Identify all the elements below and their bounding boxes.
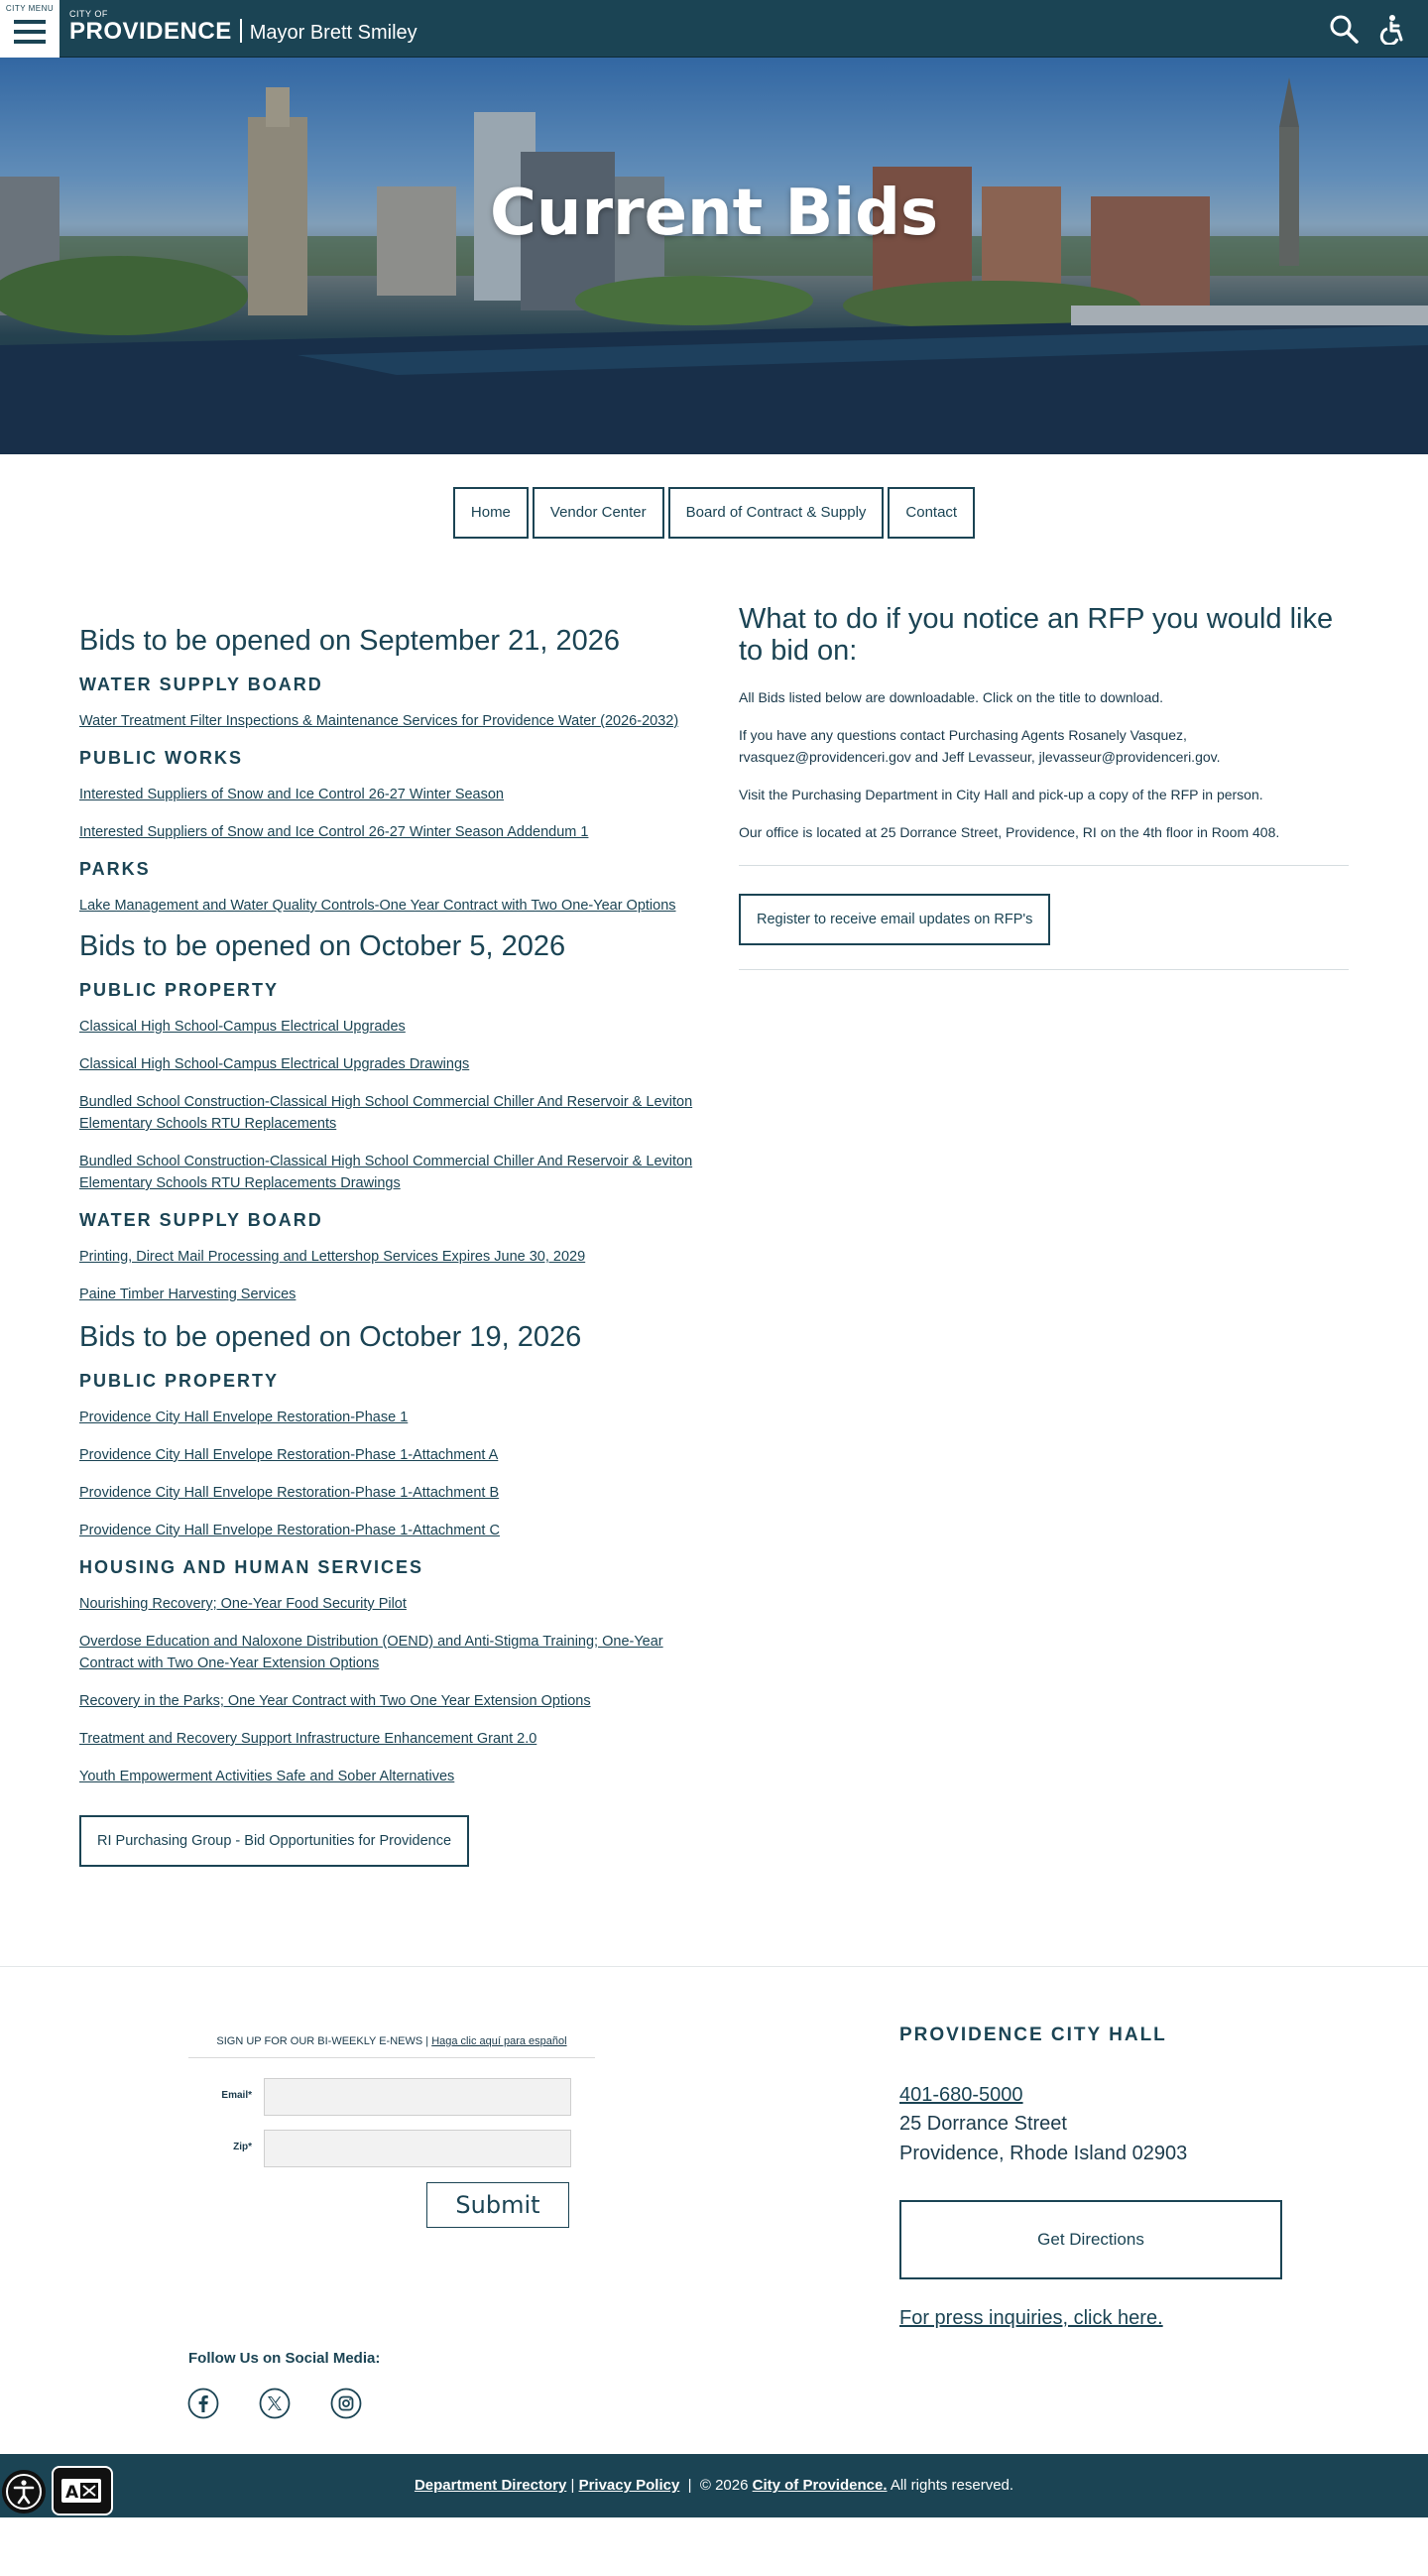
city-menu-button[interactable] — [0, 0, 60, 58]
bids-list — [79, 623, 714, 1867]
email-field[interactable] — [264, 2078, 571, 2116]
bid-link[interactable]: Lake Management and Water Quality Controls-One Year Contract with Two One-Year Options — [79, 898, 676, 914]
subnav-home[interactable]: Home — [453, 487, 529, 539]
ri-purchasing-button[interactable]: RI Purchasing Group - Bid Opportunities for Providence — [79, 1815, 469, 1867]
bid-link[interactable]: Interested Suppliers of Snow and Ice Control 26-27 Winter Season Addendum 1 — [79, 824, 589, 840]
logo-mayor: Mayor Brett Smiley — [249, 22, 417, 44]
city-of-providence-link[interactable]: City of Providence. — [752, 2477, 888, 2494]
instruction-paragraph: All Bids listed below are downloadable. Click on the title to download. — [739, 689, 1164, 705]
subnav-board-of-contract[interactable]: Board of Contract & Supply — [668, 487, 885, 539]
hero-skyline-image — [0, 58, 1428, 454]
bid-date-heading: Bids to be opened on October 19, 2026 — [79, 1321, 582, 1353]
zip-label: Zip* — [233, 2142, 252, 2152]
street-address: 25 Dorrance Street — [899, 2113, 1067, 2135]
city-hall-contact — [899, 2024, 1296, 2330]
hero-banner — [0, 58, 1428, 454]
subnav-contact[interactable]: Contact — [888, 487, 975, 539]
department-heading: WATER SUPPLY BOARD — [79, 1210, 323, 1230]
department-heading: PUBLIC PROPERTY — [79, 980, 280, 1000]
zip-row — [188, 2130, 595, 2169]
bid-link[interactable]: Providence City Hall Envelope Restoration-Phase 1-Attachment A — [79, 1447, 499, 1463]
bottom-bar — [0, 2454, 1428, 2517]
bid-link[interactable]: Classical High School-Campus Electrical Upgrades — [79, 1019, 406, 1035]
facebook-icon[interactable] — [187, 2388, 219, 2419]
bid-link[interactable]: Providence City Hall Envelope Restoration-Phase 1 — [79, 1410, 409, 1425]
footer-divider — [0, 1966, 1428, 1967]
bid-date-heading: Bids to be opened on October 5, 2026 — [79, 930, 566, 962]
city-state-zip: Providence, Rhode Island 02903 — [899, 2143, 1188, 2164]
instagram-icon[interactable] — [330, 2388, 362, 2419]
top-bar — [0, 0, 1428, 58]
bid-link[interactable]: Treatment and Recovery Support Infrastructure Enhancement Grant 2.0 — [79, 1731, 537, 1747]
accessibility-widget[interactable] — [2, 2470, 46, 2514]
spanish-link[interactable]: Haga clic aquí para español — [431, 2035, 567, 2047]
bid-link[interactable]: Providence City Hall Envelope Restoration-Phase 1-Attachment B — [79, 1485, 500, 1501]
page-title: Current Bids — [489, 177, 939, 250]
department-heading: PUBLIC WORKS — [79, 748, 243, 768]
bid-link[interactable]: Interested Suppliers of Snow and Ice Control 26-27 Winter Season — [79, 787, 504, 802]
newsletter-form — [188, 2035, 595, 2219]
city-hall-title: PROVIDENCE CITY HALL — [899, 2024, 1167, 2045]
accessibility-icon[interactable] — [1376, 13, 1408, 45]
translate-widget[interactable] — [52, 2466, 113, 2515]
department-directory-link[interactable]: Department Directory — [414, 2477, 567, 2494]
x-twitter-icon[interactable] — [259, 2388, 291, 2419]
bid-link[interactable]: Overdose Education and Naloxone Distribution (OEND) and Anti-Stigma Training; One-Year Contract with Two One-Year Extension Options — [79, 1634, 663, 1671]
svg-text:A: A — [65, 2483, 79, 2503]
get-directions-button[interactable]: Get Directions — [899, 2200, 1282, 2279]
rights-text: All rights reserved. — [887, 2477, 1014, 2494]
email-label: Email* — [221, 2090, 252, 2101]
bid-link[interactable]: Bundled School Construction-Classical High School Commercial Chiller And Reservoir & Leviton Elementary Schools RTU Replacements Drawings — [79, 1154, 693, 1191]
bid-date-heading: Bids to be opened on September 21, 2026 — [79, 625, 620, 657]
social-title: Follow Us on Social Media: — [188, 2350, 381, 2367]
sub-navigation — [0, 487, 1428, 539]
copyright-text: | © 2026 — [679, 2477, 753, 2494]
phone-link[interactable]: 401-680-5000 — [899, 2084, 1023, 2106]
instruction-paragraph: Visit the Purchasing Department in City Hall and pick-up a copy of the RFP in person. — [739, 787, 1263, 802]
logo-city-name: PROVIDENCE — [69, 18, 232, 45]
footer-divider-text: | — [566, 2477, 579, 2494]
instruction-paragraph: Our office is located at 25 Dorrance Street, Providence, RI on the 4th floor in Room 408. — [739, 824, 1280, 840]
rfp-instructions — [739, 603, 1349, 970]
logo-divider — [240, 19, 242, 43]
rfp-instructions-title: What to do if you notice an RFP you would like to bid on: — [739, 603, 1334, 667]
bid-link[interactable]: Water Treatment Filter Inspections & Maintenance Services for Providence Water (2026-2032) — [79, 713, 679, 729]
department-heading: PARKS — [79, 859, 151, 879]
accessibility-person-icon — [2, 2470, 46, 2514]
site-logo[interactable] — [69, 9, 417, 46]
search-icon[interactable] — [1328, 13, 1360, 45]
department-heading: PUBLIC PROPERTY — [79, 1371, 280, 1391]
instruction-paragraph: If you have any questions contact Purchasing Agents Rosanely Vasquez, rvasquez@providenceri.gov and Jeff Levasseur, jlevasseur@providenceri.gov. — [739, 727, 1221, 765]
bid-link[interactable]: Nourishing Recovery; One-Year Food Security Pilot — [79, 1596, 407, 1612]
city-menu-label: CITY MENU — [5, 4, 55, 13]
bid-link[interactable]: Recovery in the Parks; One Year Contract with Two One Year Extension Options — [79, 1693, 591, 1709]
subnav-vendor-center[interactable]: Vendor Center — [533, 487, 664, 539]
logo-city-of: CITY OF — [69, 9, 108, 19]
submit-button[interactable]: Submit — [426, 2182, 569, 2228]
bid-link[interactable]: Bundled School Construction-Classical High School Commercial Chiller And Reservoir & Leviton Elementary Schools RTU Replacements — [79, 1094, 693, 1132]
divider — [739, 969, 1349, 970]
bid-link[interactable]: Youth Empowerment Activities Safe and Sober Alternatives — [79, 1769, 455, 1784]
bid-link[interactable]: Paine Timber Harvesting Services — [79, 1287, 297, 1302]
newsletter-heading-text: SIGN UP FOR OUR BI-WEEKLY E-NEWS | — [216, 2035, 429, 2047]
email-row — [188, 2078, 595, 2118]
bid-link[interactable]: Providence City Hall Envelope Restoration-Phase 1-Attachment C — [79, 1523, 500, 1538]
bid-link[interactable]: Classical High School-Campus Electrical Upgrades Drawings — [79, 1056, 470, 1072]
privacy-policy-link[interactable]: Privacy Policy — [578, 2477, 680, 2494]
translate-icon — [54, 2468, 111, 2514]
register-email-button[interactable]: Register to receive email updates on RFP's — [739, 894, 1050, 945]
press-inquiries-link[interactable]: For press inquiries, click here. — [899, 2307, 1163, 2329]
divider — [739, 865, 1349, 866]
newsletter-heading — [188, 2035, 595, 2058]
department-heading: HOUSING AND HUMAN SERVICES — [79, 1557, 424, 1577]
zip-field[interactable] — [264, 2130, 571, 2167]
bid-link[interactable]: Printing, Direct Mail Processing and Lettershop Services Expires June 30, 2029 — [79, 1249, 586, 1265]
department-heading: WATER SUPPLY BOARD — [79, 675, 323, 694]
